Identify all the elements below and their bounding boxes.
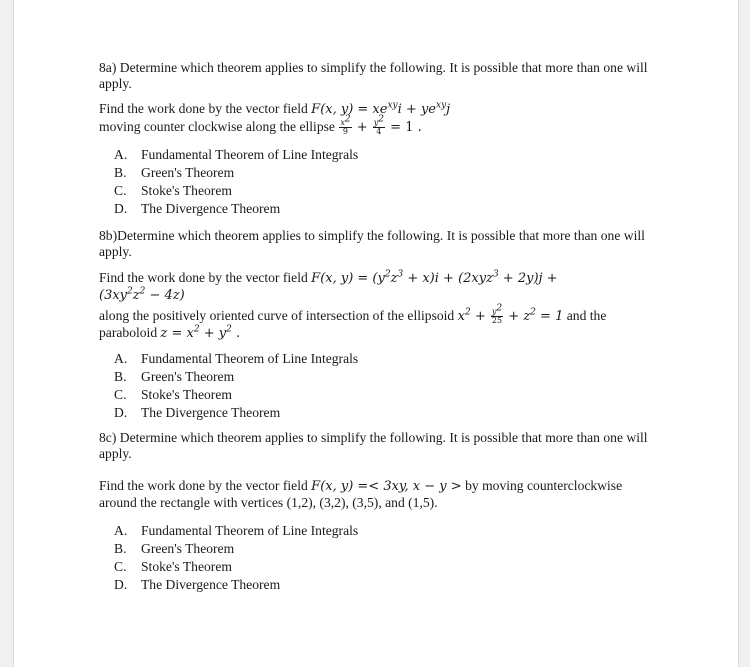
question-8b-ellipsoid-formula: $x^2$ + $\frac{y^2}{25}$ + $z^2 = 1$ (457, 303, 564, 325)
question-8b-field-formula: F(x, $y) = (y^2z^3 + x)i + (2xyz^3 + 2y)j$ + $(3xy^2z^2 - 4z)$ (99, 269, 558, 303)
question-8a-prompt: 8a) Determine which theorem applies to simplify the following. It is possible that more than one will apply. (99, 60, 648, 91)
question-8a-field-formula: F(x, $y) = xe^{xy}i + ye^{xy}j$ (311, 100, 451, 117)
question-8b-choices (114, 350, 665, 422)
choice-item: B. Green's Theorem (114, 165, 235, 180)
question-8b-task (99, 270, 665, 304)
question-8c-task-intro: Find the work done by the vector field (99, 478, 308, 493)
question-8c-task-line2: around the rectangle with vertices (1,2), (3,2), (3,5), and (1,5). (99, 495, 438, 510)
choice-item: A. Fundamental Theorem of Line Integrals (114, 351, 359, 366)
choice-item: B. Green's Theorem (114, 369, 235, 384)
question-8b-path: along the positively oriented curve of intersection of the ellipsoid $x^2$ + $\frac{y^2}{25}$ + $z^2 = 1$ and the paraboloid $z = x^2 + y^2$ . (99, 303, 607, 341)
choice-item: D. The Divergence Theorem (114, 577, 281, 592)
choice-item: B. Green's Theorem (114, 541, 235, 556)
choice-item: A. Fundamental Theorem of Line Integrals (114, 523, 359, 538)
question-8c-task: Find the work done by the vector field F(x, y) =< 3xy, x − y > by moving counterclockwise around the rectangle with vertices (1,2), (3,2), (3,5), and (1,5). (99, 478, 623, 510)
question-8b-task-intro: Find the work done by the vector field (99, 270, 308, 285)
document-content (99, 60, 665, 594)
choice-item: C. Stoke's Theorem (114, 183, 232, 198)
choice-item: C. Stoke's Theorem (114, 559, 232, 574)
question-8b-prompt: 8b)Determine which theorem applies to simplify the following. It is possible that more than one will apply. (99, 228, 645, 259)
question-8a-choices (114, 146, 665, 218)
choice-item: D. The Divergence Theorem (114, 201, 281, 216)
question-8c-prompt: 8c) Determine which theorem applies to simplify the following. It is possible that more than one will apply. (99, 430, 648, 461)
question-8a-task-intro: Find the work done by the vector field (99, 101, 308, 116)
question-8b-paraboloid-formula: $z = x^2 + y^2$ . (160, 324, 241, 341)
choice-item: D. The Divergence Theorem (114, 405, 281, 420)
question-8a-ellipse-formula: $\frac{x^2}{9}$ + $\frac{y^2}{4}$ = 1 . (340, 114, 422, 136)
question-8a-path: moving counter clockwise along the ellipse $\frac{x^2}{9}$ + $\frac{y^2}{4}$ = 1 . (99, 114, 422, 136)
question-8c-field-formula: F(x, y) =< 3xy, x − y > (311, 479, 462, 494)
question-8c-choices (114, 522, 665, 594)
choice-item: C. Stoke's Theorem (114, 387, 232, 402)
document-page (13, 0, 739, 667)
choice-item: A. Fundamental Theorem of Line Integrals (114, 147, 359, 162)
